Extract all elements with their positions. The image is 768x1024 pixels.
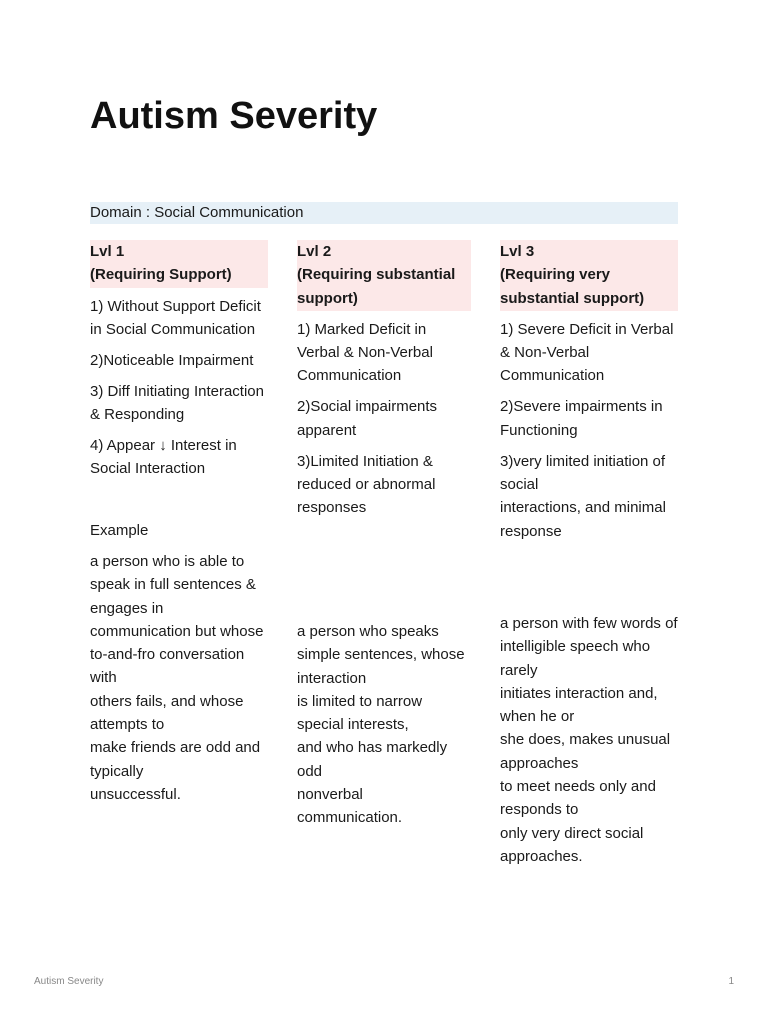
level-support: (Requiring very substantial support) [500,266,645,307]
level-item: 1) Severe Deficit in Verbal & Non-Verbal Communication [500,320,674,385]
example-line: others fails, and whose attempts to [90,692,244,734]
level-item: 1) Marked Deficit in Verbal & Non-Verbal Communication [297,320,433,385]
level-item: interactions, and minimal response [500,499,666,540]
level-column-1 [90,240,268,488]
level-title: Lvl 2 [297,243,332,260]
domain-label: Domain : Social Communication [90,202,678,224]
footer-title: Autism Severity [34,976,104,987]
level-items [500,318,678,543]
example-line: to meet needs only and responds to [500,778,656,819]
level-item: 3) Diff Initiating Interaction & Responding [90,382,264,424]
example-line: nonverbal communication. [297,786,403,827]
page-number: 1 [728,976,734,987]
example-line: make friends are odd and typically [90,739,261,780]
level-column-3 [500,240,678,551]
level-title: Lvl 3 [500,243,535,260]
level-item: 3)very limited initiation of social [500,452,666,494]
level-column-2 [297,240,471,527]
example-line: communication but whose to-and-fro conversation with [90,622,264,687]
level-items [90,295,268,481]
example-line: she does, makes unusual approaches [500,731,671,772]
example-text-level-2 [297,620,471,830]
level-title: Lvl 1 [90,243,125,260]
level-support: (Requiring Support) [90,266,232,284]
example-line: initiates interaction and, when he or [500,684,658,726]
level-support: (Requiring substantial support) [297,266,456,307]
level-header [90,240,268,288]
example-text-level-3 [500,612,678,868]
level-header [297,240,471,311]
example-line: and who has markedly odd [297,739,448,780]
level-item: 2)Noticeable Impairment [90,351,254,369]
page-title: Autism Severity [90,95,378,137]
example-line: only very direct social approaches. [500,824,644,865]
level-item: 2)Social impairments apparent [297,398,438,439]
example-text-level-1 [90,550,268,806]
example-line: is limited to narrow special interests, [297,692,423,734]
level-item: 4) Appear ↓ Interest in Social Interaction [90,437,237,478]
example-line: a person who speaks simple sentences, whose interaction [297,623,465,687]
level-header [500,240,678,311]
level-item: 1) Without Support Deficit in Social Communication [90,297,261,338]
level-item: 2)Severe impairments in Functioning [500,398,663,439]
example-line: unsuccessful. [90,785,181,803]
example-line: a person who is able to speak in full sentences & engages in [90,553,256,617]
example-label: Example [90,522,149,539]
level-items [297,318,471,520]
level-item: 3)Limited Initiation & reduced or abnormal responses [297,452,436,517]
example-line: a person with few words of intelligible speech who rarely [500,615,678,679]
